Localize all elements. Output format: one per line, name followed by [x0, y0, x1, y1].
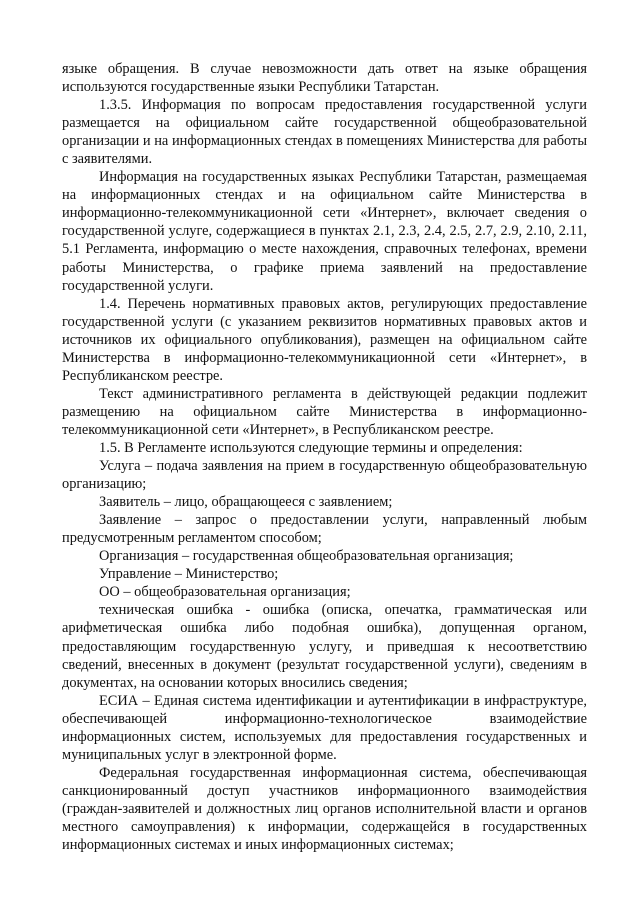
- paragraph-language-note: языке обращения. В случае невозможности дать ответ на языке обращения используются государственные языки Республики Татарстан.: [62, 61, 587, 96]
- paragraph-info-stands: Информация на государственных языках Республики Татарстан, размещаемая на информационных стендах и на официальном сайте Министерства в информационно-телекоммуникационной сети «Интернет», включает сведения о государственной услуге, содержащиеся в пунктах 2.1, 2.3, 2.4, 2.5, 2.7, 2.9, 2.10, 2.11, 5.1 Регламента, информацию о месте нахождения, справочных телефонах, времени работы Министерства, о графике приема заявлений на предоставление государственной услуги.: [62, 169, 587, 294]
- definition-service: Услуга – подача заявления на прием в государственную общеобразовательную организацию;: [62, 458, 587, 493]
- paragraph-regulation-text: Текст административного регламента в действующей редакции подлежит размещению на официальном сайте Министерства в информационно-телекоммуникационной сети «Интернет», в Республиканском реестре.: [62, 385, 587, 438]
- definition-administration: Управление – Министерство;: [99, 566, 279, 583]
- definition-technical-error: техническая ошибка - ошибка (описка, опечатка, грамматическая или арифметическая ошибка либо подобная ошибка), допущенная органом, предоставляющим государственную услугу, и приведшая к несоответствию сведений, внесенных в документ (результат государственной услуги), сведениям в документах, на основании которых вносились сведения;: [62, 602, 587, 691]
- definition-application: Заявление – запрос о предоставлении услуги, направленный любым предусмотренным регламентом способом;: [62, 512, 587, 547]
- paragraph-1-5: 1.5. В Регламенте используются следующие термины и определения:: [99, 439, 523, 456]
- definition-esia: ЕСИА – Единая система идентификации и аутентификации в инфраструктуре, обеспечивающей информационно-технологическое взаимодействие информационных систем, используемых для предоставления государственных и муниципальных услуг в электронной форме.: [62, 692, 587, 763]
- definition-oo: ОО – общеобразовательная организация;: [99, 584, 351, 601]
- paragraph-federal-system: Федеральная государственная информационная система, обеспечивающая санкционированный доступ участников информационного взаимодействия (граждан-заявителей и должностных лиц органов исполнительной власти и органов местного самоуправления) к информации, содержащейся в государственных информационных системах и иных информационных системах;: [62, 764, 587, 854]
- paragraph-1-3-5: 1.3.5. Информация по вопросам предоставления государственной услуги размещается на официальном сайте государственной общеобразовательной организации и на информационных стендах в помещениях Министерства для работы с заявителями.: [62, 97, 587, 168]
- definition-organization: Организация – государственная общеобразовательная организация;: [99, 548, 514, 565]
- paragraph-1-4: 1.4. Перечень нормативных правовых актов, регулирующих предоставление государственной услуги (с указанием реквизитов нормативных правовых актов и источников их официального опубликования), размещен на официальном сайте Министерства в информационно-телекоммуникационной сети «Интернет», в Республиканском реестре.: [62, 295, 587, 384]
- definition-applicant: Заявитель – лицо, обращающееся с заявлением;: [99, 494, 393, 511]
